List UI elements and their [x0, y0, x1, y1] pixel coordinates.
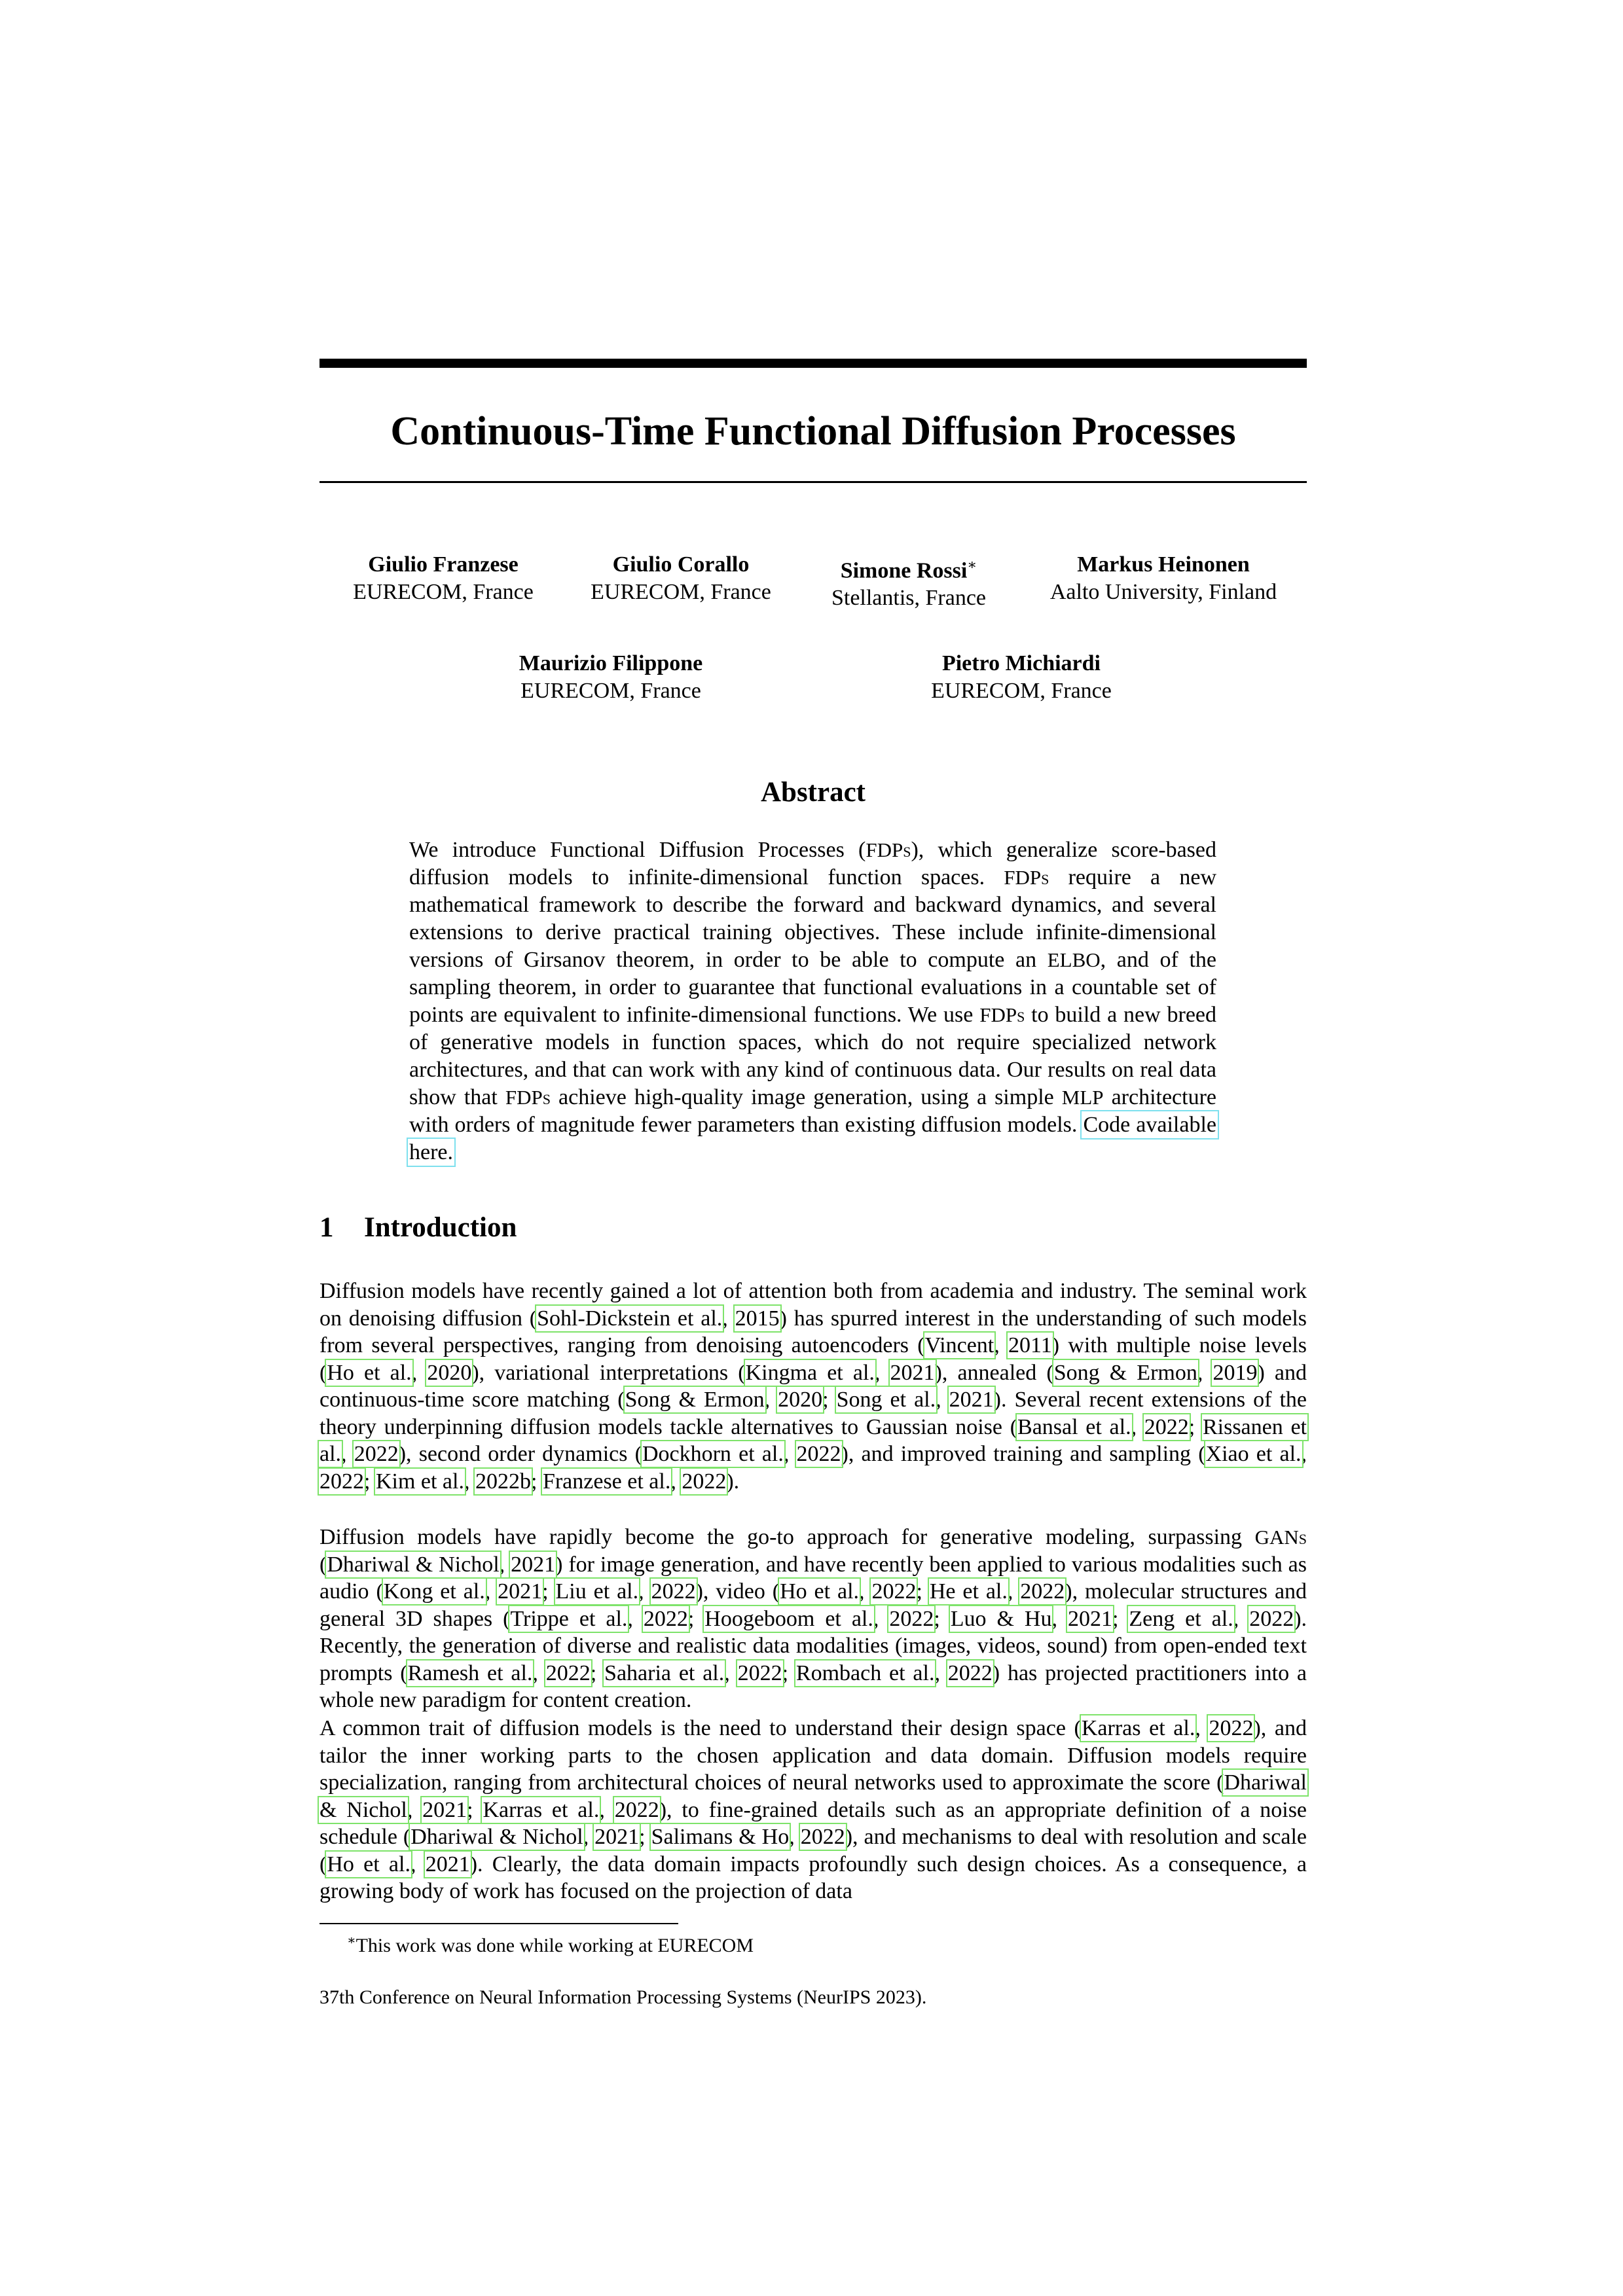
citation-link[interactable]: Hoogeboom et al.: [704, 1606, 873, 1631]
author-affiliation: Aalto University, Finland: [1049, 580, 1277, 604]
citation-link[interactable]: 2019: [1213, 1360, 1258, 1385]
citation-link[interactable]: 2022: [1249, 1606, 1294, 1631]
author-name: Pietro Michiardi: [941, 651, 1101, 675]
section-heading: 1 Introduction: [319, 1212, 517, 1243]
citation-link[interactable]: Dhariwal & Nichol: [319, 1770, 1307, 1822]
citation-link[interactable]: 2022: [947, 1660, 993, 1685]
citation-link[interactable]: 2022: [319, 1469, 364, 1494]
citation-link[interactable]: Kong et al.: [383, 1579, 485, 1604]
author-block: [1030, 551, 1296, 606]
citation-link[interactable]: 2011: [1008, 1333, 1052, 1357]
author-block: [818, 551, 999, 612]
citation-link[interactable]: 2022: [737, 1660, 782, 1685]
citation-link[interactable]: Salimans & Ho: [651, 1825, 790, 1849]
citation-link[interactable]: Song & Ermon: [625, 1388, 765, 1412]
citation-link[interactable]: Rombach et al.: [795, 1660, 935, 1685]
author-affiliation: EURECOM, France: [520, 679, 701, 703]
citation-link[interactable]: Dhariwal & Nichol: [327, 1552, 500, 1577]
citation-link[interactable]: He et al.: [929, 1579, 1008, 1604]
citation-link[interactable]: 2020: [778, 1388, 823, 1412]
citation-link[interactable]: Dhariwal & Nichol: [410, 1825, 583, 1849]
citation-link[interactable]: Sohl-Dickstein et al.: [537, 1306, 723, 1331]
citation-link[interactable]: Trippe et al.: [510, 1606, 628, 1631]
intro-paragraph-2: Diffusion models have rapidly become the go-to approach for generative modeling, surpassing GANs (Dhariwal & Nichol, 2021) for image generation, and have recently been applied to various modalities such as audio (Kong et al., 2021; Liu et al., 2022), video (Ho et al., 2022; He et al., 2022), molecular structures and general 3D shapes (Trippe et al., 2022; Hoogeboom et al., 2022; Luo & Hu, 2021; Zeng et al., 2022). Recently, the generation of diverse and realistic data modalities (images, videos, sound) from open-ended text prompts (Ramesh et al., 2022; Saharia et al., 2022; Rombach et al., 2022) has projected practitioners into a whole new paradigm for content creation.: [319, 1525, 1307, 1712]
citation-link[interactable]: 2022: [800, 1825, 845, 1849]
citation-link[interactable]: Luo & Hu: [950, 1606, 1052, 1631]
citation-link[interactable]: 2022: [682, 1469, 727, 1494]
footnote: ∗This work was done while working at EURECOM: [347, 1933, 754, 1956]
citation-link[interactable]: Zeng et al.: [1129, 1606, 1233, 1631]
citation-link[interactable]: Vincent: [924, 1333, 994, 1357]
citation-link[interactable]: 2022: [643, 1606, 688, 1631]
citation-link[interactable]: 2021: [422, 1797, 467, 1822]
author-name: Giulio Franzese: [368, 552, 519, 577]
author-affiliation: EURECOM, France: [931, 679, 1112, 703]
citation-link[interactable]: 2020: [427, 1360, 472, 1385]
citation-link[interactable]: 2021: [1067, 1606, 1112, 1631]
citation-link[interactable]: Kingma et al.: [745, 1360, 875, 1385]
author-name: Giulio Corallo: [612, 552, 750, 577]
title-rule-top: [319, 359, 1307, 368]
citation-link[interactable]: 2015: [735, 1306, 780, 1331]
citation-link[interactable]: Saharia et al.: [604, 1660, 725, 1685]
author-block: [501, 650, 720, 705]
paper-title: Continuous-Time Functional Diffusion Processes: [390, 409, 1236, 454]
citation-link[interactable]: 2021: [594, 1825, 640, 1849]
citation-link[interactable]: 2022: [889, 1606, 934, 1631]
citation-link[interactable]: 2022: [871, 1579, 917, 1604]
author-affiliation: EURECOM, France: [353, 580, 534, 604]
citation-link[interactable]: Ho et al.: [780, 1579, 860, 1604]
citation-link[interactable]: Song & Ermon: [1053, 1360, 1197, 1385]
citation-link[interactable]: 2022: [614, 1797, 659, 1822]
footnote-rule: [319, 1923, 678, 1924]
citation-link[interactable]: 2022: [1020, 1579, 1065, 1604]
citation-link[interactable]: Xiao et al.: [1205, 1442, 1302, 1466]
citation-link[interactable]: Karras et al.: [1081, 1716, 1195, 1740]
author-block: [917, 650, 1126, 705]
author-block: [340, 551, 546, 606]
code-link[interactable]: Code available here.: [409, 1113, 1216, 1164]
citation-link[interactable]: Bansal et al.: [1017, 1414, 1131, 1439]
author-block: [576, 551, 786, 606]
title-rule-bottom: [319, 481, 1307, 483]
citation-link[interactable]: 2021: [511, 1552, 556, 1577]
citation-link[interactable]: 2022: [1144, 1414, 1189, 1439]
citation-link[interactable]: Kim et al.: [375, 1469, 464, 1494]
citation-link[interactable]: 2021: [949, 1388, 994, 1412]
citation-link[interactable]: 2022b: [475, 1469, 531, 1494]
citation-link[interactable]: 2022: [1209, 1716, 1254, 1740]
citation-link[interactable]: 2021: [890, 1360, 935, 1385]
intro-paragraph-3: A common trait of diffusion models is the need to understand their design space (Karras et al., 2022), and tailor the inner working parts to the chosen application and data domain. Diffusion models require specialization, ranging from architectural choices of neural networks used to approximate the score (Dhariwal & Nichol, 2021; Karras et al., 2022), to fine-grained details such as an appropriate definition of a noise schedule (Dhariwal & Nichol, 2021; Salimans & Ho, 2022), and mechanisms to deal with resolution and scale (Ho et al., 2021). Clearly, the data domain impacts profoundly such design choices. As a consequence, a growing body of work has focused on the projection of data: [319, 1716, 1307, 1903]
author-affiliation: Stellantis, France: [831, 586, 987, 611]
citation-link[interactable]: 2021: [498, 1579, 543, 1604]
citation-link[interactable]: Karras et al.: [483, 1797, 600, 1822]
author-name: Simone Rossi∗: [840, 556, 977, 583]
citation-link[interactable]: Ramesh et al.: [407, 1660, 533, 1685]
citation-link[interactable]: Ho et al.: [327, 1852, 410, 1876]
citation-link[interactable]: Ho et al.: [327, 1360, 412, 1385]
abstract-heading: Abstract: [760, 777, 866, 808]
citation-link[interactable]: 2022: [545, 1660, 591, 1685]
citation-link[interactable]: Liu et al.: [555, 1579, 639, 1604]
author-name: Maurizio Filippone: [519, 651, 703, 675]
citation-link[interactable]: Dockhorn et al.: [642, 1442, 784, 1466]
venue-notice: 37th Conference on Neural Information Processing Systems (NeurIPS 2023).: [319, 1986, 927, 2008]
citation-link[interactable]: Song et al.: [836, 1388, 936, 1412]
author-name: Markus Heinonen: [1077, 552, 1250, 577]
citation-link[interactable]: Rissanen et al.: [319, 1414, 1307, 1466]
abstract-body: We introduce Functional Diffusion Processes (FDPs), which generalize score-based diffusion models to infinite-dimensional function spaces. FDPs require a new mathematical framework to describe the forward and backward dynamics, and several extensions to derive practical training objectives. These include infinite-dimensional versions of Girsanov theorem, in order to be able to compute an ELBO, and of the sampling theorem, in order to guarantee that functional evaluations in a countable set of points are equivalent to infinite-dimensional functions. We use FDPs to build a new breed of generative models in function spaces, which do not require specialized network architectures, and that can work with any kind of continuous data. Our results on real data show that FDPs achieve high-quality image generation, using a simple MLP architecture with orders of magnitude fewer parameters than existing diffusion models. Code available here.: [409, 838, 1217, 1164]
citation-link[interactable]: 2022: [651, 1579, 696, 1604]
footnote-marker[interactable]: ∗: [967, 556, 977, 573]
author-affiliation: EURECOM, France: [591, 580, 771, 604]
citation-link[interactable]: Franzese et al.: [542, 1469, 671, 1494]
citation-link[interactable]: 2022: [354, 1442, 399, 1466]
intro-paragraph-1: Diffusion models have recently gained a lot of attention both from academia and industry. The seminal work on denoising diffusion (Sohl-Dickstein et al., 2015) has spurred interest in the understanding of such models from several perspectives, ranging from denoising autoencoders (Vincent, 2011) with multiple noise levels (Ho et al., 2020), variational interpretations (Kingma et al., 2021), annealed (Song & Ermon, 2019) and continuous-time score matching (Song & Ermon, 2020; Song et al., 2021). Several recent extensions of the theory underpinning diffusion models tackle alternatives to Gaussian noise (Bansal et al., 2022; Rissanen et al., 2022), second order dynamics (Dockhorn et al., 2022), and improved training and sampling (Xiao et al., 2022; Kim et al., 2022b; Franzese et al., 2022).: [319, 1279, 1307, 1494]
citation-link[interactable]: 2021: [425, 1852, 470, 1876]
citation-link[interactable]: 2022: [796, 1442, 841, 1466]
